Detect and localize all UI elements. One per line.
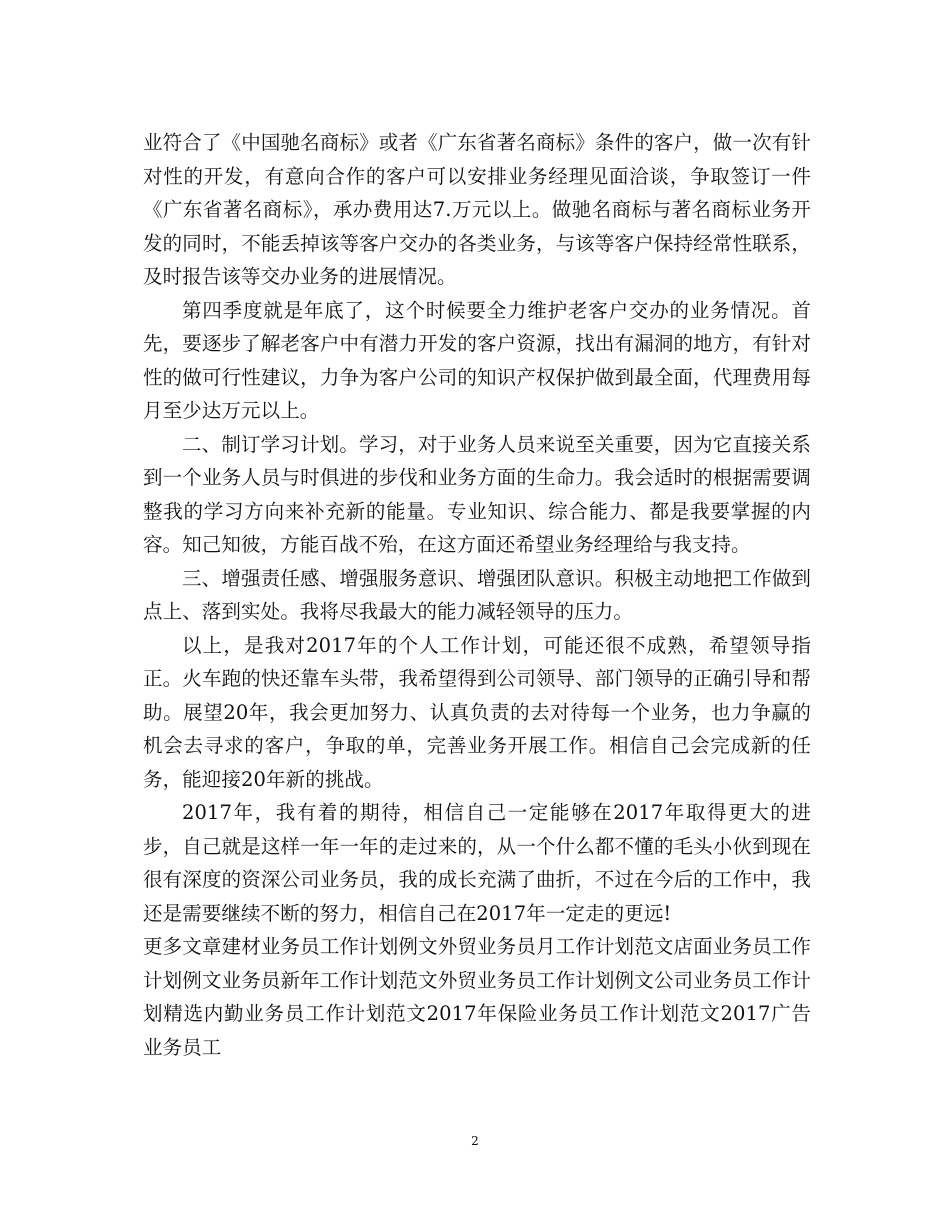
paragraph-study-plan: 二、制订学习计划。学习，对于业务人员来说至关重要，因为它直接关系到一个业务人员与时俱进的步伐和业务方面的生命力。我会适时的根据需要调整我的学习方向来补充新的能量。专业知识、综合能力、都是我要掌握的内容。知己知彼，方能百战不殆，在这方面还希望业务经理给与我支持。	[143, 432, 811, 556]
paragraph-fourth-quarter: 第四季度就是年底了，这个时候要全力维护老客户交办的业务情况。首先，要逐步了解老客户中有潜力开发的客户资源，找出有漏洞的地方，有针对性的做可行性建议，力争为客户公司的知识产权保护做到最全面，代理费用每月至少达万元以上。	[143, 298, 811, 422]
page-number: 2	[471, 1134, 479, 1148]
paragraph-responsibility: 三、增强责任感、增强服务意识、增强团队意识。积极主动地把工作做到点上、落到实处。我将尽我最大的能力减轻领导的压力。	[143, 566, 811, 623]
paragraph-more-articles: 更多文章建材业务员工作计划例文外贸业务员月工作计划范文店面业务员工作计划例文业务员新年工作计划范文外贸业务员工作计划例文公司业务员工作计划精选内勤业务员工作计划范文2017年保险业务员工作计划范文2017广告业务员工	[143, 935, 811, 1059]
paragraph-trademark-development: 业符合了《中国驰名商标》或者《广东省著名商标》条件的客户，做一次有针对性的开发，有意向合作的客户可以安排业务经理见面洽谈，争取签订一件《广东省著名商标》，承办费用达7.万元以上。做驰名商标与著名商标业务开发的同时，不能丢掉该等客户交办的各类业务，与该等客户保持经常性联系，及时报告该等交办业务的进展情况。	[143, 131, 811, 288]
paragraph-summary: 以上，是我对2017年的个人工作计划，可能还很不成熟，希望领导指正。火车跑的快还靠车头带，我希望得到公司领导、部门领导的正确引导和帮助。展望20年，我会更加努力、认真负责的去对待每一个业务，也力争赢的机会去寻求的客户，争取的单，完善业务开展工作。相信自己会完成新的任务，能迎接20年新的挑战。	[143, 633, 811, 791]
paragraph-expectations: 2017年，我有着的期待，相信自己一定能够在2017年取得更大的进步，自己就是这样一年一年的走过来的，从一个什么都不懂的毛头小伙到现在很有深度的资深公司业务员，我的成长充满了曲折，不过在今后的工作中，我还是需要继续不断的努力，相信自己在2017年一定走的更远!	[143, 801, 811, 925]
document-body	[143, 126, 811, 1064]
